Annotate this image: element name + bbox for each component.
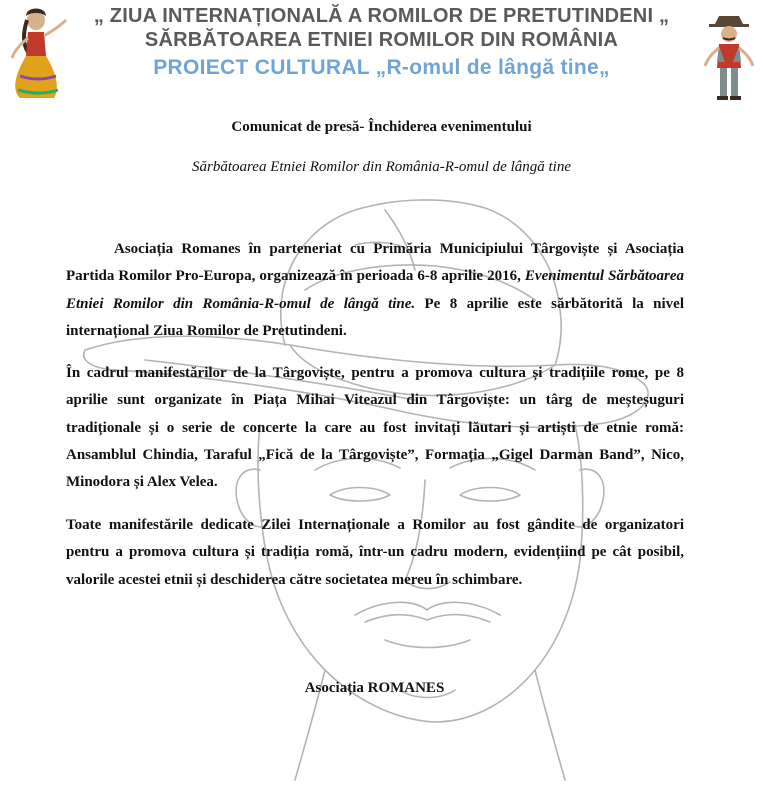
- project-title: PROIECT CULTURAL „R-omul de lângă tine„: [153, 56, 610, 79]
- header-line-1: „ ZIUA INTERNAȚIONALĂ A ROMILOR DE PRETUTINDENI „: [93, 5, 670, 27]
- document-subtitle: Sărbătoarea Etniei Romilor din România-R-omul de lângă tine: [192, 159, 571, 175]
- document-title: Comunicat de presă- Închiderea evenimentului: [231, 119, 532, 135]
- paragraph-1-event-name: Evenimentul Sărbătoarea Etniei Romilor din România-R-omul de lângă tine.: [66, 268, 684, 312]
- paragraph-1-text: Asociația Romanes în parteneriat cu Primăria Municipiului Târgoviște și Asociația Partida Romilor Pro-Europa, organizează în perioada 6-8 aprilie 2016,: [66, 241, 684, 285]
- paragraph-1-text-end: Pe 8 aprilie este sărbătorită la nivel internațional Ziua Romilor de Pretutindeni.: [66, 295, 684, 339]
- paragraph-1: [66, 236, 684, 345]
- signature: Asociația ROMANES: [304, 680, 445, 696]
- paragraph-3: Toate manifestările dedicate Zilei Internaționale a Romilor au fost gândite de organizatori pentru a promova cultura și tradiția romă, într-un cadru modern, evidențiind pe cât posibil, valorile acestei etnii și deschiderea către societatea mereu în schimbare.: [66, 517, 684, 588]
- header-line-2: SĂRBĂTOAREA ETNIEI ROMILOR DIN ROMÂNIA: [144, 29, 619, 51]
- paragraph-2: În cadrul manifestărilor de la Târgoviște, pentru a promova cultura și tradițiile rome, pe 8 aprilie sunt organizate în Piața Mihai Viteazul din Târgoviște: un târg de meșteșuguri tradiționale și o serie de concerte la care au fost invitați lăutari și artiști de etnie romă: Ansamblul Chindia, Taraful „Fică de la Târgoviște”, Formația „Gigel Darman Band”, Nico, Minodora și Alex Velea.: [66, 365, 684, 491]
